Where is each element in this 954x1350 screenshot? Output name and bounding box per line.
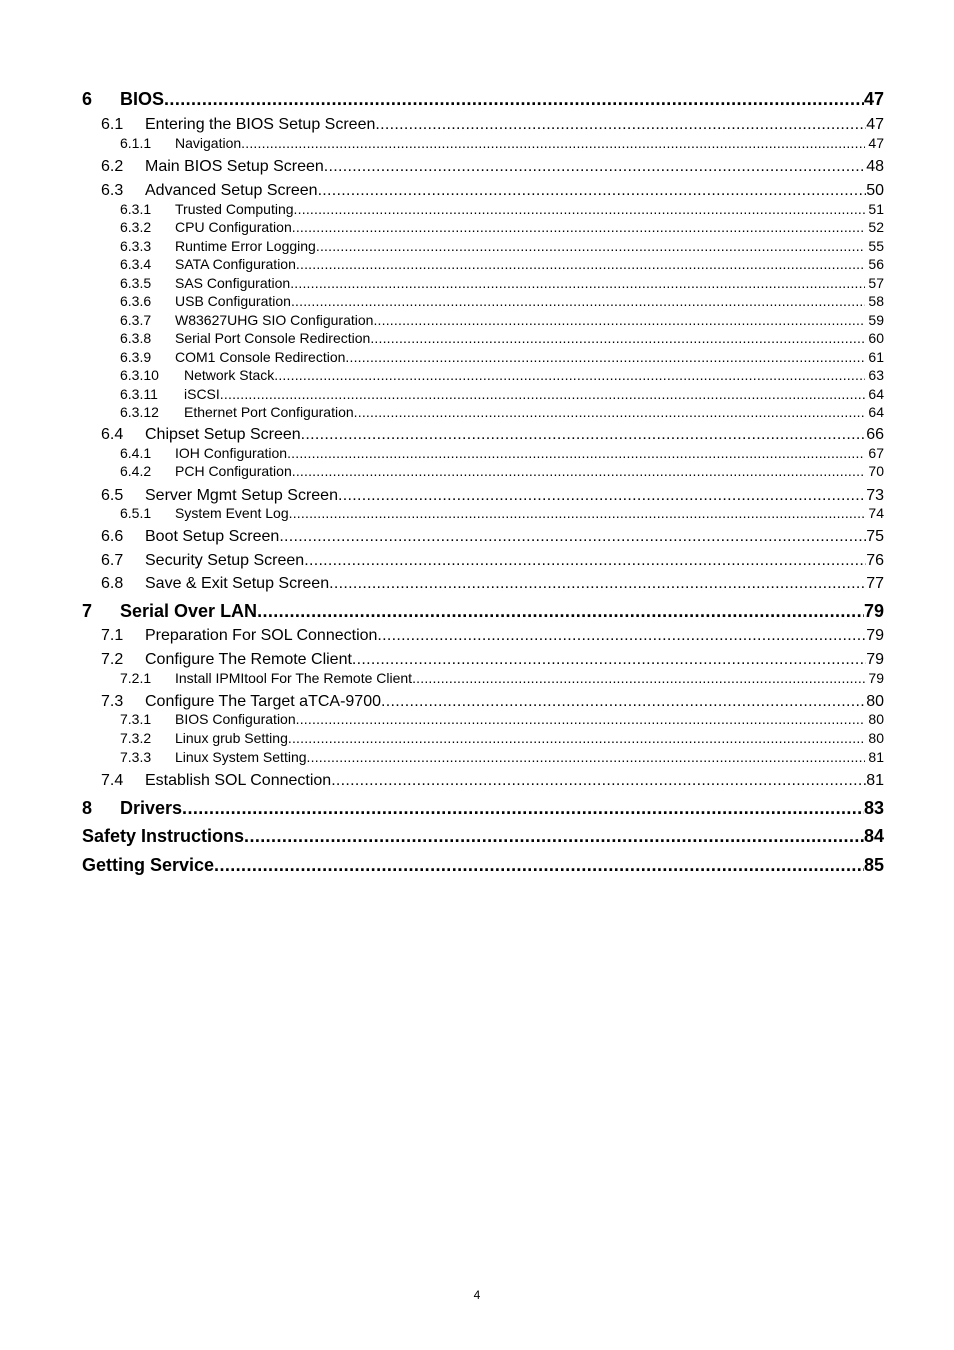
toc-entry-number: 6.1.1 [120, 135, 152, 151]
toc-entry-page: 79 [868, 670, 884, 686]
toc-entry[interactable] [101, 156, 884, 177]
toc-entry-page: 52 [868, 219, 884, 235]
toc-entry[interactable] [120, 200, 884, 218]
toc-entry-page: 50 [866, 181, 884, 199]
toc-entry-title: iSCSI [184, 386, 220, 402]
toc-entry-page: 63 [868, 367, 884, 383]
toc-entry-number: 6.7 [101, 551, 124, 569]
toc-entry[interactable] [120, 274, 884, 292]
toc-entry-page: 70 [868, 463, 884, 479]
toc-dot-leader [345, 348, 865, 366]
toc-entry[interactable] [101, 424, 884, 445]
toc-entry-page: 80 [868, 730, 884, 746]
toc-entry-number: 6.4 [101, 425, 124, 443]
toc-entry-title: Linux System Setting [175, 749, 307, 765]
toc-entry-number: 6.1 [101, 115, 124, 133]
toc-entry-number: 6.3.9 [120, 349, 152, 365]
toc-dot-leader [307, 748, 866, 766]
toc-entry[interactable] [101, 114, 884, 135]
toc-entry[interactable] [82, 824, 884, 848]
toc-entry-title: SATA Configuration [175, 256, 296, 272]
toc-entry[interactable] [120, 237, 884, 255]
toc-entry-page: 60 [868, 330, 884, 346]
toc-entry-page: 67 [868, 445, 884, 461]
toc-entry-title: Install IPMItool For The Remote Client [175, 670, 413, 686]
toc-entry-title: Safety Instructions [82, 826, 245, 846]
toc-dot-leader [274, 366, 865, 384]
toc-entry-number: 6.3 [101, 181, 124, 199]
page-number: 4 [473, 1288, 481, 1302]
toc-dot-leader [292, 218, 866, 236]
toc-entry-number: 6.3.2 [120, 219, 152, 235]
toc-entry[interactable] [120, 348, 884, 366]
toc-entry[interactable] [120, 134, 884, 152]
toc-entry[interactable] [120, 403, 884, 421]
toc-dot-leader [375, 114, 866, 135]
toc-entry-title: Navigation [175, 135, 242, 151]
toc-entry-number: 6.3.3 [120, 238, 152, 254]
toc-dot-leader [290, 274, 865, 292]
toc-entry-page: 84 [863, 826, 884, 846]
toc-entry-page: 80 [868, 711, 884, 727]
toc-dot-leader [289, 504, 866, 522]
toc-entry[interactable] [101, 691, 884, 712]
toc-entry[interactable] [101, 625, 884, 646]
toc-dot-leader [257, 599, 864, 623]
toc-dot-leader [377, 625, 866, 646]
toc-entry-page: 56 [868, 256, 884, 272]
toc-entry[interactable] [120, 444, 884, 462]
toc-dot-leader [244, 824, 864, 848]
toc-entry-title: Trusted Computing [175, 201, 294, 217]
toc-entry-number: 7.3.2 [120, 730, 152, 746]
toc-entry-number: 6.3.8 [120, 330, 152, 346]
toc-entry-page: 61 [868, 349, 884, 365]
toc-entry-title: Advanced Setup Screen [145, 181, 318, 199]
toc-dot-leader [370, 329, 865, 347]
toc-entry-page: 79 [863, 601, 884, 621]
toc-entry-title: CPU Configuration [175, 219, 292, 235]
toc-entry-number: 6.3.11 [120, 386, 158, 402]
toc-entry-page: 79 [866, 626, 884, 644]
toc-dot-leader [316, 237, 866, 255]
toc-dot-leader [296, 255, 866, 273]
toc-entry-number: 6.8 [101, 574, 124, 592]
toc-entry-page: 76 [866, 551, 884, 569]
toc-entry-page: 64 [868, 386, 884, 402]
toc-entry-page: 80 [866, 692, 884, 710]
toc-entry-page: 47 [863, 89, 884, 109]
toc-dot-leader [241, 134, 865, 152]
toc-dot-leader [279, 526, 866, 547]
toc-entry-page: 55 [868, 238, 884, 254]
toc-dot-leader [296, 710, 866, 728]
toc-entry-number: 7.4 [101, 771, 124, 789]
toc-entry-title: Network Stack [184, 367, 275, 383]
toc-entry[interactable] [101, 770, 884, 791]
toc-entry-page: 75 [866, 527, 884, 545]
toc-entry-title: Serial Over LAN [120, 601, 258, 621]
toc-entry-title: Linux grub Setting [175, 730, 288, 746]
toc-entry-title: PCH Configuration [175, 463, 292, 479]
toc-entry-number: 6.3.12 [120, 404, 159, 420]
toc-entry-page: 47 [866, 115, 884, 133]
toc-entry-page: 83 [863, 798, 884, 818]
toc-entry-number: 7.2 [101, 650, 124, 668]
toc-entry-title: USB Configuration [175, 293, 291, 309]
toc-entry[interactable] [120, 504, 884, 522]
toc-entry-number: 7.3.1 [120, 711, 152, 727]
toc-entry-number: 6.4.1 [120, 445, 152, 461]
toc-dot-leader [352, 649, 866, 670]
toc-entry-title: BIOS Configuration [175, 711, 296, 727]
toc-entry[interactable] [82, 599, 884, 623]
toc-dot-leader [164, 87, 864, 111]
toc-entry-number: 6.3.6 [120, 293, 152, 309]
toc-entry-title: Ethernet Port Configuration [184, 404, 354, 420]
toc-entry-title: BIOS [120, 89, 165, 109]
toc-entry-title: IOH Configuration [175, 445, 288, 461]
toc-entry[interactable] [82, 87, 884, 111]
toc-entry-number: 6.3.7 [120, 312, 152, 328]
toc-dot-leader [412, 669, 865, 687]
toc-entry[interactable] [82, 853, 884, 877]
toc-entry-page: 48 [866, 157, 884, 175]
toc-entry[interactable] [101, 526, 884, 547]
toc-dot-leader [294, 200, 866, 218]
toc-entry[interactable] [120, 385, 884, 403]
toc-entry[interactable] [120, 255, 884, 273]
toc-entry-title: Server Mgmt Setup Screen [145, 486, 338, 504]
toc-entry-number: 6.6 [101, 527, 124, 545]
toc-entry-title: Configure The Remote Client [145, 650, 352, 668]
toc-entry-page: 79 [866, 650, 884, 668]
toc-entry-page: 77 [866, 574, 884, 592]
toc-entry-title: COM1 Console Redirection [175, 349, 346, 365]
toc-dot-leader [381, 691, 866, 712]
toc-entry-title: Boot Setup Screen [145, 527, 280, 545]
toc-entry-page: 64 [868, 404, 884, 420]
toc-entry-page: 57 [868, 275, 884, 291]
toc-entry-page: 59 [868, 312, 884, 328]
toc-dot-leader [331, 770, 866, 791]
toc-entry-title: Entering the BIOS Setup Screen [145, 115, 376, 133]
toc-dot-leader [287, 444, 865, 462]
toc-entry-number: 6.3.1 [120, 201, 152, 217]
toc-entry-page: 74 [868, 505, 884, 521]
toc-entry-title: Runtime Error Logging [175, 238, 316, 254]
toc-entry[interactable] [120, 729, 884, 747]
toc-entry-number: 6.5.1 [120, 505, 152, 521]
toc-dot-leader [288, 729, 866, 747]
toc-entry-title: Establish SOL Connection [145, 771, 332, 789]
toc-dot-leader [324, 156, 866, 177]
toc-entry-number: 7.3.3 [120, 749, 152, 765]
toc-dot-leader [354, 403, 866, 421]
toc-entry-title: Main BIOS Setup Screen [145, 157, 324, 175]
toc-entry-title: Configure The Target aTCA-9700 [145, 692, 381, 710]
toc-entry-number: 7 [82, 601, 93, 621]
toc-entry-number: 6.3.4 [120, 256, 152, 272]
toc-dot-leader [292, 462, 866, 480]
toc-entry-number: 7.3 [101, 692, 124, 710]
toc-entry-page: 81 [868, 749, 884, 765]
toc-entry-number: 6.4.2 [120, 463, 152, 479]
toc-entry-title: Chipset Setup Screen [145, 425, 301, 443]
toc-entry-title: W83627UHG SIO Configuration [175, 312, 374, 328]
toc-entry-page: 58 [868, 293, 884, 309]
toc-entry[interactable] [101, 573, 884, 594]
toc-entry-page: 81 [866, 771, 884, 789]
toc-entry[interactable] [82, 796, 884, 820]
toc-entry-number: 6.3.5 [120, 275, 152, 291]
toc-entry[interactable] [120, 710, 884, 728]
toc-entry-number: 6.5 [101, 486, 124, 504]
toc-entry-page: 66 [866, 425, 884, 443]
toc-entry[interactable] [120, 311, 884, 329]
toc-entry[interactable] [101, 649, 884, 670]
toc-dot-leader [338, 485, 866, 506]
toc-entry-title: Preparation For SOL Connection [145, 626, 378, 644]
toc-dot-leader [220, 385, 866, 403]
toc-entry[interactable] [120, 292, 884, 310]
toc-entry-title: Serial Port Console Redirection [175, 330, 371, 346]
toc-entry[interactable] [120, 366, 884, 384]
toc-entry-title: Security Setup Screen [145, 551, 305, 569]
toc-dot-leader [301, 424, 867, 445]
toc-dot-leader [291, 292, 865, 310]
toc-entry-number: 6.2 [101, 157, 124, 175]
toc-dot-leader [304, 550, 866, 571]
toc-entry[interactable] [101, 180, 884, 201]
toc-entry-title: Drivers [120, 798, 183, 818]
toc-entry[interactable] [120, 218, 884, 236]
toc-entry[interactable] [101, 550, 884, 571]
toc-entry-number: 7.2.1 [120, 670, 152, 686]
toc-entry-page: 85 [863, 855, 884, 875]
toc-entry[interactable] [120, 329, 884, 347]
toc-entry[interactable] [101, 485, 884, 506]
toc-entry[interactable] [120, 462, 884, 480]
toc-dot-leader [373, 311, 865, 329]
toc-dot-leader [329, 573, 866, 594]
toc-entry-number: 7.1 [101, 626, 124, 644]
toc-dot-leader [214, 853, 864, 877]
toc-entry-title: Getting Service [82, 855, 215, 875]
toc-entry-number: 6.3.10 [120, 367, 159, 383]
toc-entry-title: SAS Configuration [175, 275, 291, 291]
toc-entry-page: 73 [866, 486, 884, 504]
toc-entry-number: 6 [82, 89, 93, 109]
toc-entry-page: 51 [868, 201, 884, 217]
toc-dot-leader [182, 796, 864, 820]
toc-entry-title: System Event Log [175, 505, 289, 521]
toc-entry-number: 8 [82, 798, 93, 818]
toc-entry-page: 47 [868, 135, 884, 151]
toc-entry-title: Save & Exit Setup Screen [145, 574, 330, 592]
toc-entry[interactable] [120, 748, 884, 766]
toc-dot-leader [318, 180, 867, 201]
toc-entry[interactable] [120, 669, 884, 687]
